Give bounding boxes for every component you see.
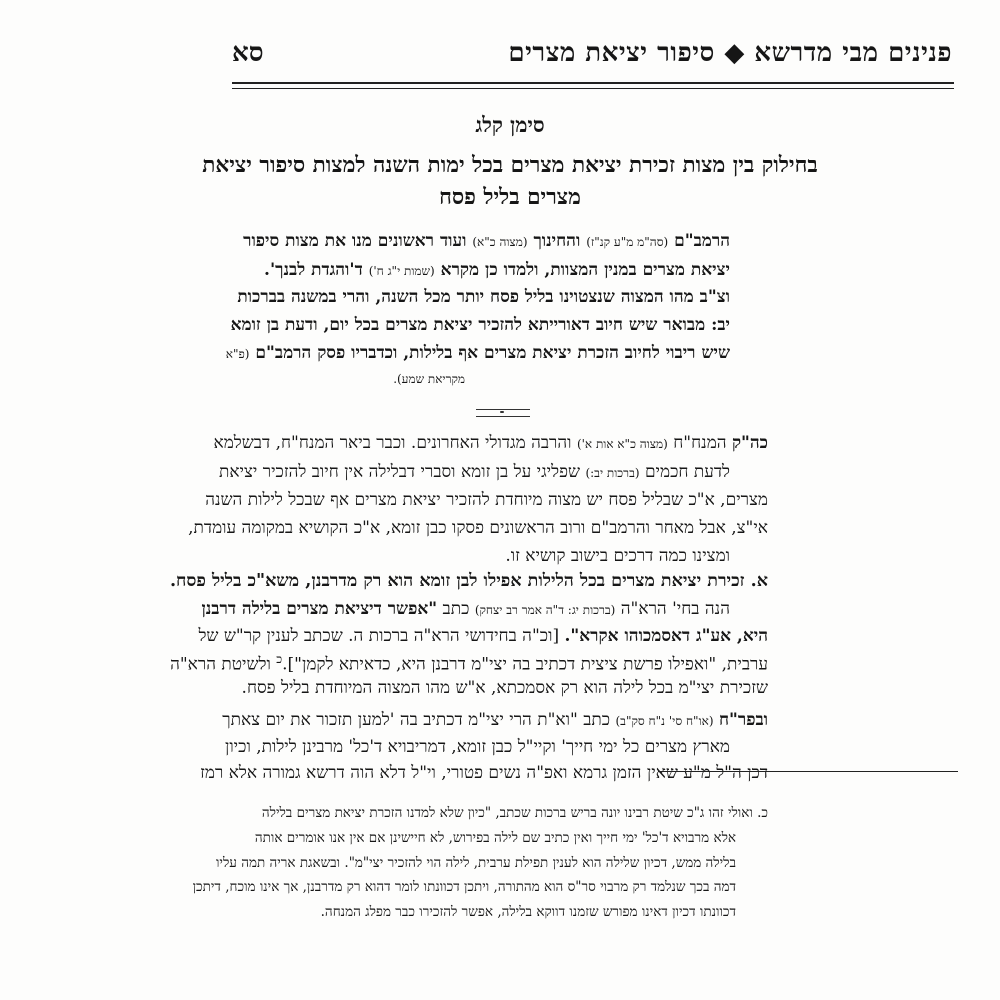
intro-line-4: יב: מבואר שיש חיוב דאורייתא להזכיר יציאת מצרים בכל יום, ודעת בן זומא [230,315,730,335]
section-a-line-3: ערבית, "ואפילו פרשת ציצית דכתיב בה יצי"מ דרבנן היא, כדאיתא לקמן"].$^כ$ ולשיטת הרא"ה [170,652,768,675]
para1-line-4: אי"צ, אבל מאחר והרמב"ם ורוב הראשונים פסקו כבן זומא, א"כ הקושיא במקומה עומדת, [188,518,768,538]
footnote-marker: כ [276,652,283,666]
para1-line-5: ומצינו כמה דרכים בישוב קושיא זו. [505,546,730,566]
siman-heading: סימן קלג [475,112,545,137]
chapter-title-line-1: בחילוק בין מצות זכירת יציאת מצרים בכל ימות השנה למצות סיפור יציאת [202,152,818,178]
chapter-title-line-2: מצרים בליל פסח [439,184,581,210]
header-rule-thin [232,88,954,89]
footnote-line-1: כ. ואולי זהו ג"כ שיטת רבינו יונה בריש ברכות שכתב, "כיון שלא למדנו הזכרת יציאת מצרים בלילה [261,805,768,821]
section-separator [476,409,530,417]
footnote-line-3: בלילה ממש, דכיון שלילה הוא לענין תפילת ערבית, לילה הוי להזכיר יצי"מ". ובשאגת אריה תמה עליו [215,855,736,871]
section-a-line-2: היא, אע"ג דאסמכוהו אקרא". [וכ"ה בחידושי הרא"ה ברכות ה. שכתב לענין קר"ש של [198,626,768,646]
section-b-line-3: דכן ה"ל מ"ע שאין הזמן גרמא ואפ"ה נשים פטורי, וי"ל דלא הוה דרשא גמורה אלא רמז [200,763,768,783]
section-a-line-1: הנה בחי' הרא"ה (ברכות יג: ד"ה אמר רב יצחק) כתב "אפשר דיציאת מצרים בלילה דרבנן [201,599,730,619]
footnote-line-5: דכוונתו דכיון דאינו מפורש שזמנו דווקא בלילה, אפשר להזכירו כבר מפלג המנחה. [320,904,736,920]
section-b-line-1: ובפר"ח (או"ח סי' נ"ח סק"ב) כתב "וא"ת הרי יצי"מ דכתיב בה 'למען תזכור את יום צאתך [222,710,768,730]
footnote-line-4: דמה בכך שנלמד רק מרבוי סר"ס הוא מהתורה, ויתכן דכוונתו לומר דהוא רק מדרבנן, אך אינו מוכח, דיתכן [192,879,736,895]
running-header-title: פנינים מבי מדרשא ◆ סיפור יציאת מצרים [508,38,952,68]
intro-line-3: וצ"ב מהו המצוה שנצטוינו בליל פסח יותר מכל השנה, והרי במשנה בברכות [237,287,730,307]
section-a-line-4: שזכירת יצי"מ בכל לילה הוא רק אסמכתא, א"ש מהו המצוה המיוחדת בליל פסח. [241,678,768,698]
footnote-rule [658,771,958,772]
intro-line-2: יציאת מצרים במנין המצוות, ולמדו כן מקרא (שמות י"ג ח') ד'והגדת לבנך'. [264,260,730,280]
section-a-heading: א. זכירת יציאת מצרים בכל הלילות אפילו לבן זומא הוא רק מדרבנן, משא"כ בליל פסח. [169,571,768,591]
para1-line-1: כה"ק המנח"ח (מצוה כ"א אות א') והרבה מגדולי האחרונים. וכבר ביאר המנח"ח, דבשלמא [213,433,768,453]
intro-line-6: מקריאת שמע). [393,372,465,386]
header-rule-thick [232,82,954,84]
page-number: סא [232,38,264,68]
footnote-line-2: אלא מרבויא ד'כל' ימי חייך ואין כתיב שם לילה בפירוש, לא חיישינן אם אין אנו אומרים אותה [254,830,736,846]
para1-line-2: לדעת חכמים (ברכות יב:) שפליגי על בן זומא וסברי דבלילה אין חיוב להזכיר יציאת [218,462,730,482]
intro-line-1: הרמב"ם (סה"מ מ"ע קנ"ז) והחינוך (מצוה כ"א) ועוד ראשונים מנו את מצות סיפור [243,231,730,251]
para1-line-3: מצרים, א"כ שבליל פסח יש מצוה מיוחדת להזכיר יציאת מצרים אף שבכל לילות השנה [205,490,768,510]
intro-line-5: שיש ריבוי לחיוב הזכרת יציאת מצרים אף בלילות, וכדבריו פסק הרמב"ם (פ"א [225,343,730,363]
section-b-line-2: מארץ מצרים כל ימי חייך' וקיי"ל כבן זומא, דמריבויא ד'כל' מרבינן לילות, וכיון [225,737,730,757]
